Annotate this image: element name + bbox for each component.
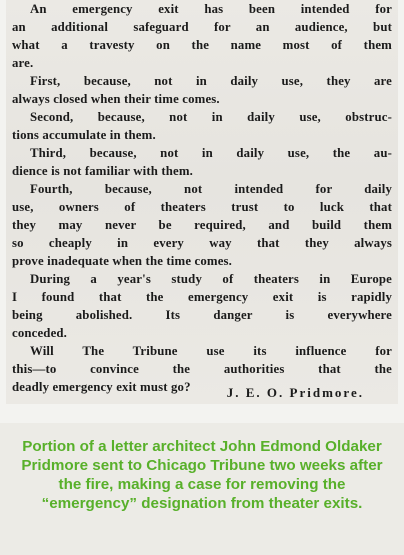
letter-line: prove inadequate when the time comes. (12, 254, 232, 268)
letter-line: they may never be required, and build them (12, 218, 392, 232)
letter-line: an additional safeguard for an audience, but (12, 20, 392, 34)
newspaper-clipping (6, 0, 398, 404)
letter-line: what a travesty on the name most of them (12, 38, 392, 52)
letter-line: are. (12, 56, 34, 70)
letter-line: First, because, not in daily use, they are (30, 74, 392, 88)
letter-signature: J. E. O. Pridmore. (226, 385, 364, 400)
letter-line: being abolished. Its danger is everywhere (12, 308, 392, 322)
letter-line: conceded. (12, 326, 68, 340)
letter-line: use, owners of theaters trust to luck that (12, 200, 392, 214)
letter-line: Fourth, because, not intended for daily (30, 182, 392, 196)
letter-line: dience is not familiar with them. (12, 164, 194, 178)
letter-line: always closed when their time comes. (12, 92, 220, 106)
letter-line: Third, because, not in daily use, the au- (30, 146, 392, 160)
letter-line: I found that the emergency exit is rapidly (12, 290, 392, 304)
letter-line: tions accumulate in them. (12, 128, 156, 142)
caption-box (0, 423, 404, 555)
letter-line: deadly emergency exit must go? (12, 380, 191, 394)
letter-line: Second, because, not in daily use, obstruc- (30, 110, 392, 124)
letter-line: this—to convince the authorities that the (12, 362, 392, 376)
caption-text: Portion of a letter architect John Edmond Oldaker Pridmore sent to Chicago Tribune two weeks after the fire, making a case for removing the “emergency” designation from theater exits. (21, 438, 383, 512)
letter-line: Will The Tribune use its influence for (30, 344, 392, 358)
letter-line: so cheaply in every way that they always (12, 236, 392, 250)
letter-line: During a year's study of theaters in Europe (30, 272, 392, 286)
letter-line: An emergency exit has been intended for (30, 2, 392, 16)
